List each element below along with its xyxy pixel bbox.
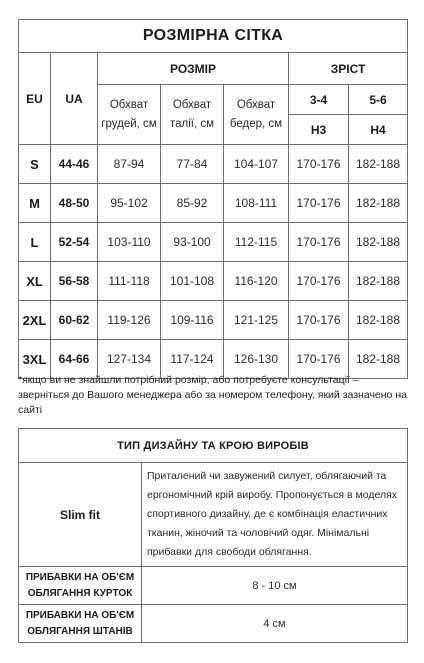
waist-value: 117-124 [161,340,224,379]
height-value-1: 170-176 [289,340,349,379]
height-header-2: Н4 [349,115,408,145]
size-chart-table [18,19,408,379]
hips-value: 126-130 [224,340,289,379]
height-header-1: Н3 [289,115,349,145]
hips-value: 104-107 [224,145,289,184]
hips-value: 108-111 [224,184,289,223]
waist-value: 93-100 [161,223,224,262]
eu-size: XL [19,262,51,301]
fit-name: Slim fit [19,463,142,567]
chest-value: 111-118 [98,262,161,301]
hips-header: Обхват бедер, см [224,85,289,145]
fit-description: Приталений чи завужений силует, облягаючий та ергономічний крій виробу. Пропонується в моделях спортивного дизайну, де є комбінація еластичних тканин, жіночий та чоловічий одяг. Мінімальні прибавки для свободи облягання. [142,463,408,567]
height-group-header: ЗРІСТ [289,53,408,85]
waist-value: 85-92 [161,184,224,223]
height-value-2: 182-188 [349,262,408,301]
ua-size: 44-46 [51,145,98,184]
height-value-1: 170-176 [289,145,349,184]
ua-size: 64-66 [51,340,98,379]
waist-value: 101-108 [161,262,224,301]
ua-size: 48-50 [51,184,98,223]
height-value-2: 182-188 [349,301,408,340]
ua-size: 60-62 [51,301,98,340]
table-row [19,145,408,184]
chest-value: 127-134 [98,340,161,379]
ua-header: UA [51,53,98,145]
chest-value: 95-102 [98,184,161,223]
eu-size: L [19,223,51,262]
eu-header: EU [19,53,51,145]
eu-size: 3XL [19,340,51,379]
eu-size: M [19,184,51,223]
eu-size: S [19,145,51,184]
jacket-allowance-label: ПРИБАВКИ НА ОБ'ЄМ ОБЛЯГАННЯ КУРТОК [19,567,142,605]
jacket-allowance-value: 8 - 10 см [142,567,408,605]
height-value-2: 182-188 [349,340,408,379]
pants-allowance-value: 4 см [142,605,408,643]
waist-header: Обхват талії, см [161,85,224,145]
ua-size: 56-58 [51,262,98,301]
height-value-2: 182-188 [349,145,408,184]
hips-value: 121-125 [224,301,289,340]
chest-value: 87-94 [98,145,161,184]
height-value-1: 170-176 [289,184,349,223]
table-row [19,301,408,340]
hips-value: 112-115 [224,223,289,262]
ua-size: 52-54 [51,223,98,262]
eu-size: 2XL [19,301,51,340]
age-header-2: 5-6 [349,85,408,115]
height-value-1: 170-176 [289,262,349,301]
table-row [19,262,408,301]
size-group-header: РОЗМІР [98,53,289,85]
chest-value: 119-126 [98,301,161,340]
table-row [19,184,408,223]
design-table-title: ТИП ДИЗАЙНУ ТА КРОЮ ВИРОБІВ [19,429,408,463]
waist-value: 109-116 [161,301,224,340]
age-header-1: 3-4 [289,85,349,115]
table-row [19,223,408,262]
hips-value: 116-120 [224,262,289,301]
design-type-table [18,428,408,643]
height-value-2: 182-188 [349,223,408,262]
chest-value: 103-110 [98,223,161,262]
consultation-note: *якщо ви не знайшли потрібний розмір, або потребуєте консультації – зверніться до Вашого менеджера або за номером телефону, який зазначено на сайті [18,374,407,416]
chest-header: Обхват грудей, см [98,85,161,145]
height-value-1: 170-176 [289,223,349,262]
waist-value: 77-84 [161,145,224,184]
size-chart-title: РОЗМІРНА СІТКА [19,20,408,53]
pants-allowance-label: ПРИБАВКИ НА ОБ'ЄМ ОБЛЯГАННЯ ШТАНІВ [19,605,142,643]
height-value-1: 170-176 [289,301,349,340]
height-value-2: 182-188 [349,184,408,223]
